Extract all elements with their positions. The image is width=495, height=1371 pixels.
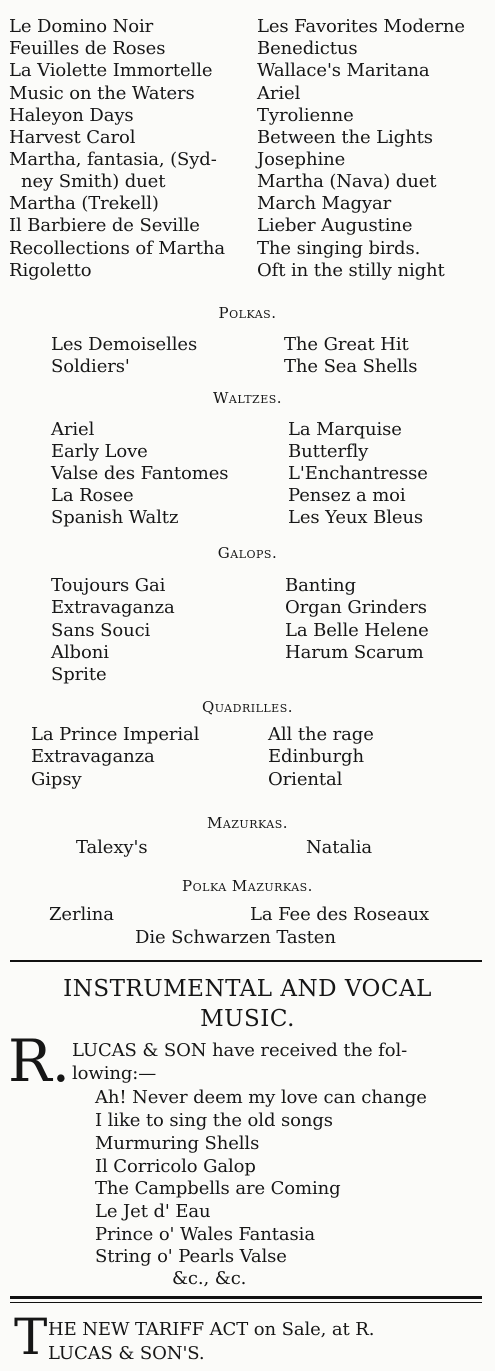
- list-item: &c., &c.: [172, 1268, 247, 1289]
- list-item: Alboni: [51, 642, 109, 663]
- list-item: The singing birds.: [257, 238, 421, 259]
- list-item: Valse des Fantomes: [51, 463, 229, 484]
- list-item: Martha (Trekell): [9, 193, 159, 214]
- section-heading-polkas: Polkas.: [218, 304, 277, 322]
- divider: [10, 1296, 482, 1299]
- advert-title: INSTRUMENTAL AND VOCAL: [63, 976, 432, 1002]
- list-item: La Fee des Roseaux: [250, 904, 430, 925]
- list-item: La Prince Imperial: [31, 724, 200, 745]
- divider: [10, 1302, 482, 1303]
- list-item: Murmuring Shells: [95, 1133, 260, 1154]
- list-item: Toujours Gai: [51, 575, 166, 596]
- section-heading-waltzes: Waltzes.: [212, 389, 283, 407]
- list-item: Oriental: [268, 769, 343, 790]
- list-item: Il Corricolo Galop: [95, 1156, 256, 1177]
- list-item: Ariel: [51, 419, 95, 440]
- list-item: La Violette Immortelle: [9, 60, 213, 81]
- list-item: Rigoletto: [9, 260, 92, 281]
- list-item: Banting: [285, 575, 356, 596]
- list-item: Tyrolienne: [257, 105, 354, 126]
- list-item: Les Demoiselles: [51, 334, 198, 355]
- list-item: Benedictus: [257, 38, 358, 59]
- list-item: Between the Lights: [257, 127, 433, 148]
- list-item: The Sea Shells: [284, 356, 418, 377]
- list-item: Le Jet d' Eau: [95, 1201, 211, 1222]
- list-item: La Rosee: [51, 485, 134, 506]
- list-item: Josephine: [257, 149, 346, 170]
- list-item: I like to sing the old songs: [95, 1110, 333, 1131]
- list-item: Il Barbiere de Seville: [9, 215, 200, 236]
- list-item: Early Love: [51, 441, 148, 462]
- list-item: Talexy's: [76, 837, 148, 858]
- advert-intro: lowing:—: [72, 1063, 157, 1084]
- list-item: ney Smith) duet: [21, 171, 166, 192]
- list-item: Ah! Never deem my love can change: [95, 1087, 427, 1108]
- list-item: The Great Hit: [284, 334, 409, 355]
- list-item: L'Enchantresse: [288, 463, 428, 484]
- list-item: Extravaganza: [31, 746, 155, 767]
- list-item: The Campbells are Coming: [95, 1178, 341, 1199]
- list-item: Soldiers': [51, 356, 130, 377]
- notice-text: LUCAS & SON'S.: [48, 1343, 205, 1364]
- list-item: Martha (Nava) duet: [257, 171, 437, 192]
- list-item: Ariel: [257, 83, 301, 104]
- list-item: Wallace's Maritana: [257, 60, 430, 81]
- list-item: Harum Scarum: [285, 642, 424, 663]
- list-item: Extravaganza: [51, 597, 175, 618]
- list-item: Music on the Waters: [9, 83, 195, 104]
- list-item: Gipsy: [31, 769, 82, 790]
- list-item: Organ Grinders: [285, 597, 427, 618]
- list-item: Les Yeux Bleus: [288, 507, 424, 528]
- list-item: Martha, fantasia, (Syd-: [9, 149, 217, 170]
- list-item: Haleyon Days: [9, 105, 134, 126]
- section-heading-quadrilles: Quadrilles.: [201, 698, 294, 716]
- list-item: Die Schwarzen Tasten: [135, 927, 336, 948]
- advert-title: MUSIC.: [200, 1006, 295, 1032]
- list-item: Spanish Waltz: [51, 507, 179, 528]
- list-item: Les Favorites Moderne: [257, 16, 465, 37]
- drop-cap: T: [14, 1308, 48, 1366]
- section-heading-galops: Galops.: [217, 544, 278, 562]
- list-item: La Belle Helene: [285, 620, 429, 641]
- list-item: Prince o' Wales Fantasia: [95, 1224, 315, 1245]
- list-item: All the rage: [268, 724, 374, 745]
- list-item: La Marquise: [288, 419, 402, 440]
- list-item: Sans Souci: [51, 620, 151, 641]
- list-item: Harvest Carol: [9, 127, 136, 148]
- list-item: Butterfly: [288, 441, 369, 462]
- list-item: Pensez a moi: [288, 485, 406, 506]
- list-item: Le Domino Noir: [9, 16, 154, 37]
- section-heading-mazurkas: Mazurkas.: [206, 814, 289, 832]
- list-item: Zerlina: [49, 904, 114, 925]
- list-item: Lieber Augustine: [257, 215, 413, 236]
- notice-text: HE NEW TARIFF ACT on Sale, at R.: [48, 1319, 375, 1340]
- list-item: String o' Pearls Valse: [95, 1246, 287, 1267]
- list-item: Natalia: [306, 837, 372, 858]
- divider: [10, 960, 482, 962]
- list-item: March Magyar: [257, 193, 392, 214]
- list-item: Feuilles de Roses: [9, 38, 166, 59]
- advert-intro: LUCAS & SON have received the fol-: [72, 1040, 408, 1061]
- section-heading-polka-mazurkas: Polka Mazurkas.: [182, 877, 313, 895]
- list-item: Oft in the stilly night: [257, 260, 445, 281]
- list-item: Edinburgh: [268, 746, 364, 767]
- list-item: Recollections of Martha: [9, 238, 225, 259]
- drop-cap: R.: [8, 1027, 71, 1095]
- list-item: Sprite: [51, 664, 107, 685]
